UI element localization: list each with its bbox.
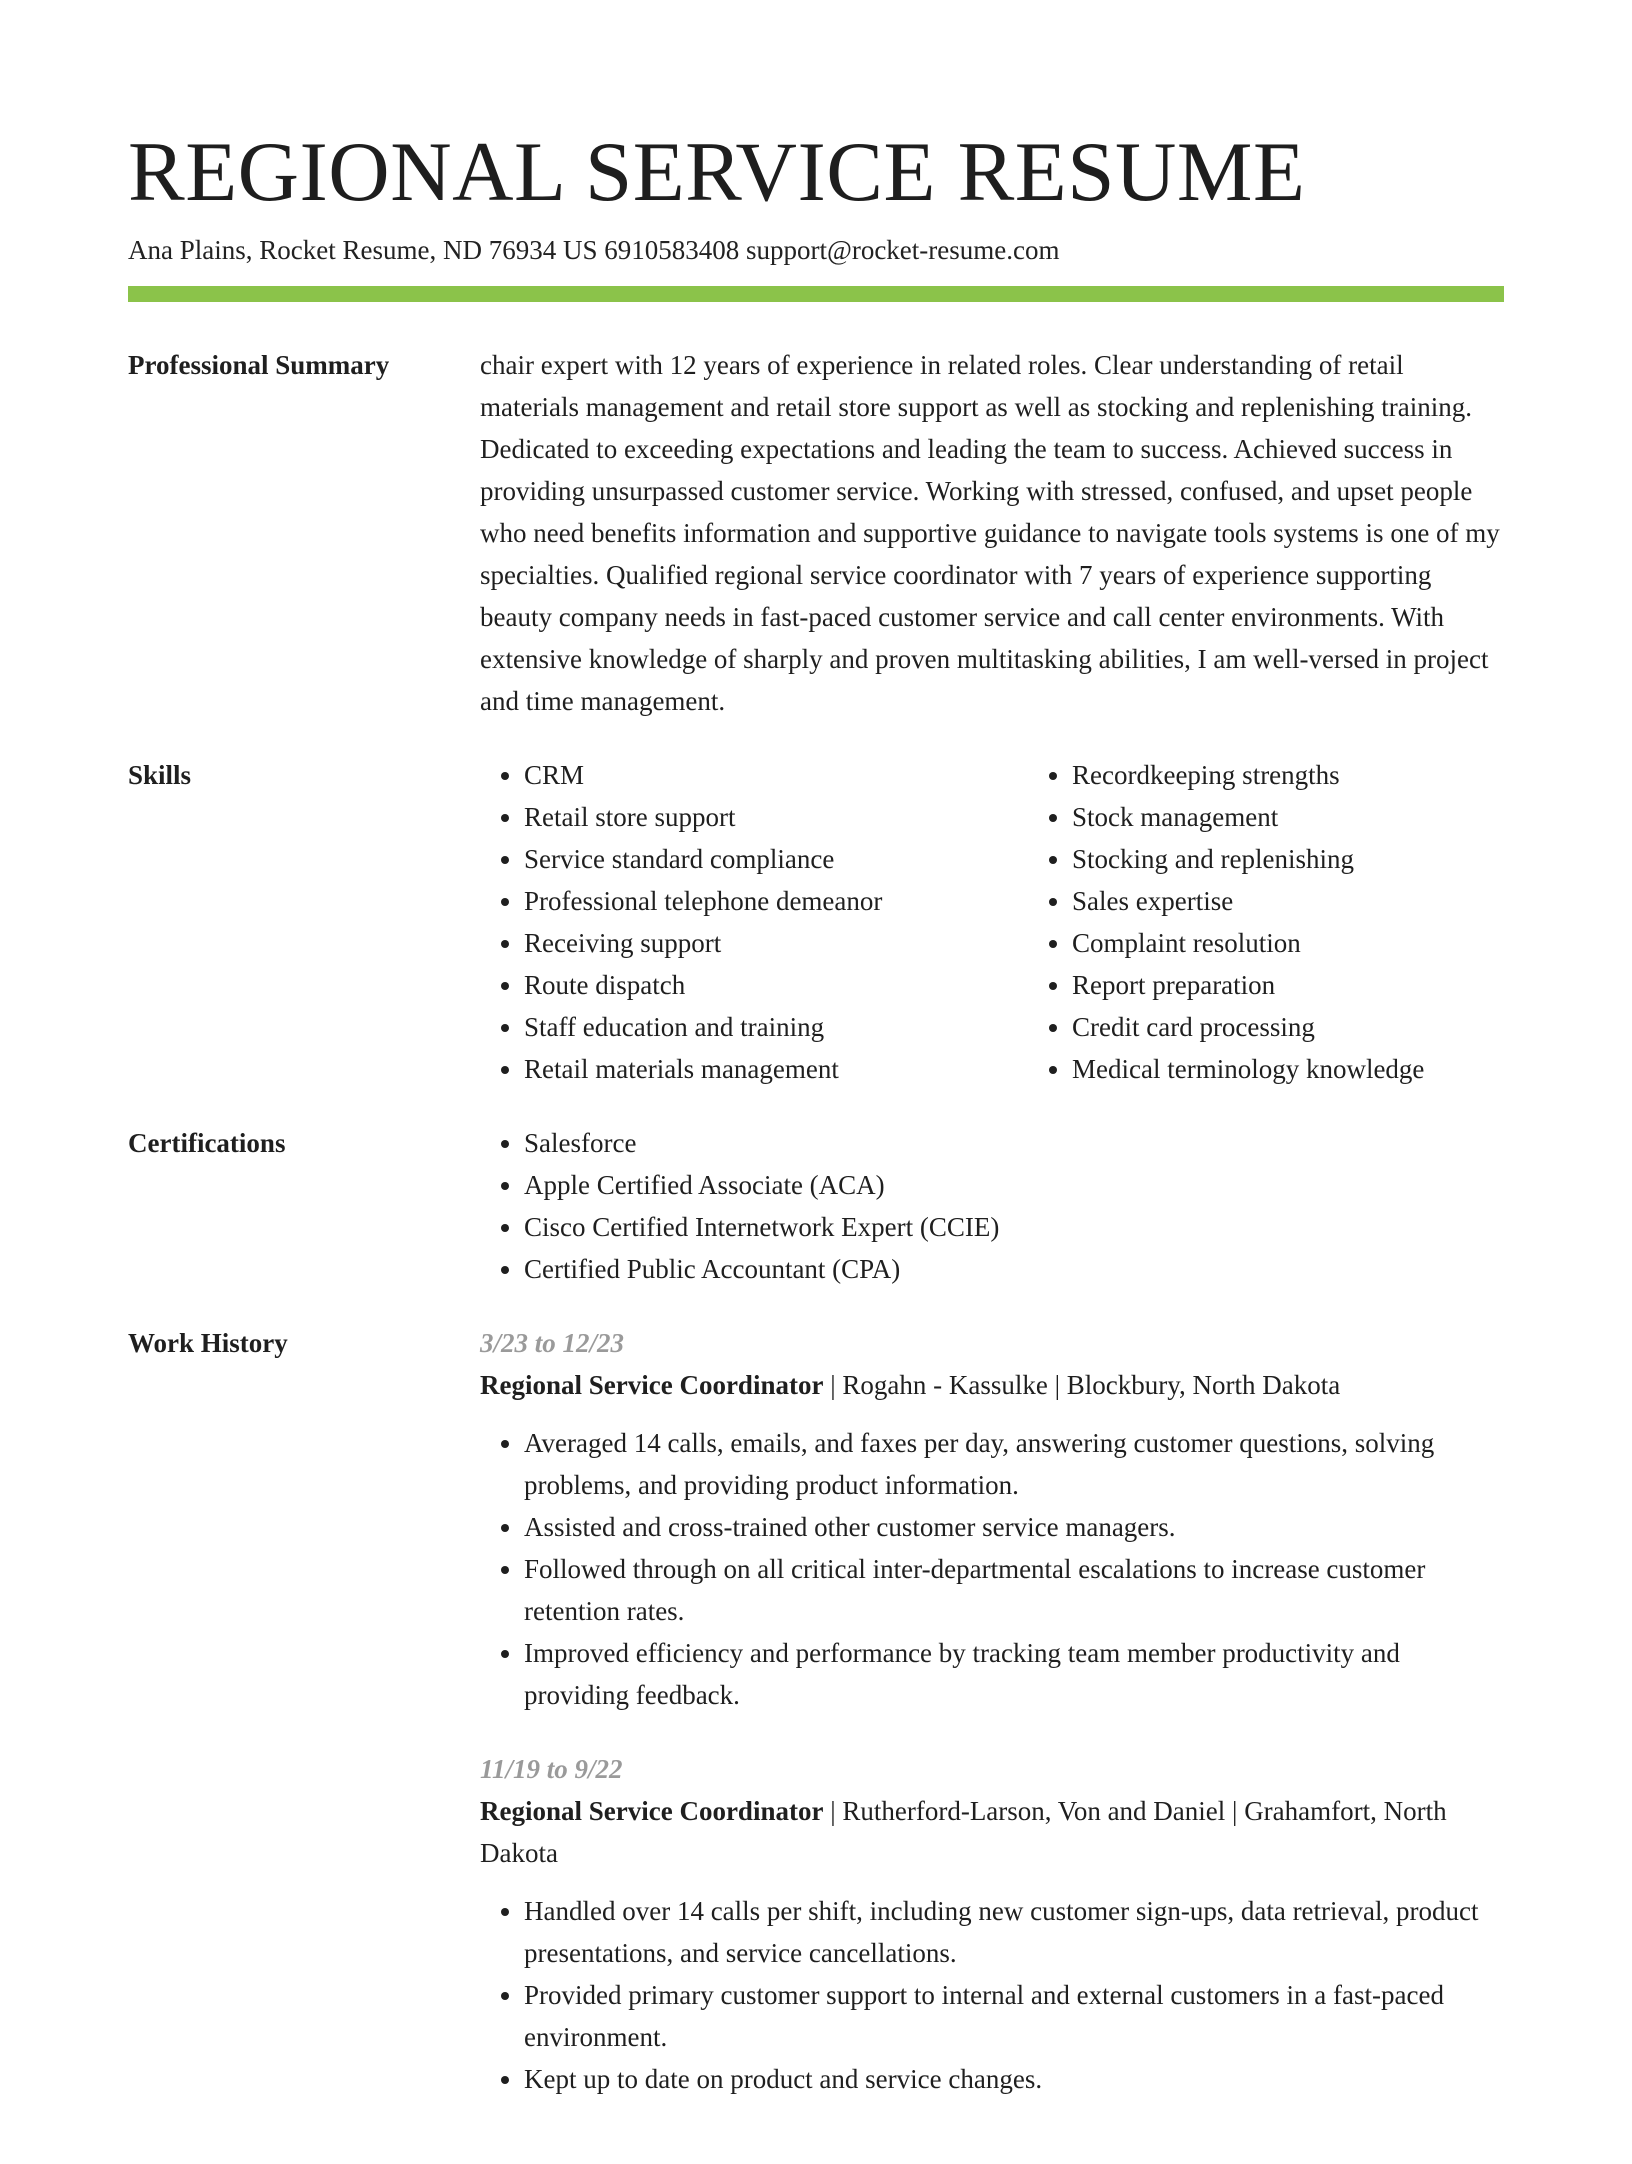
- skill-item: • Recordkeeping strengths: [1072, 754, 1576, 796]
- work-history-section: [128, 1322, 1504, 2132]
- skill-item: • Retail store support: [524, 796, 1028, 838]
- contact-address: Ana Plains, Rocket Resume, ND 76934 US: [128, 235, 598, 265]
- resume-page: [128, 122, 1504, 2164]
- contact-phone: 6910583408: [604, 235, 740, 265]
- contact-line: [128, 230, 1504, 270]
- job-location: Grahamfort, North Dakota: [480, 1796, 1447, 1868]
- skills-list-left: [480, 754, 1028, 1090]
- summary-text: chair expert with 12 years of experience in related roles. Clear understanding of retail materials management and retail store support as well as stocking and replenishing training. Dedicated to exceeding expectations and leading the team to success. Achieved success in providing unsurpassed customer service. Working with stressed, confused, and upset people who need benefits information and supportive guidance to navigate tools systems is one of my specialties. Qualified regional service coordinator with 7 years of experience supporting beauty company needs in fast-paced customer service and call center environments. With extensive knowledge of sharply and proven multitasking abilities, I am well-versed in project and time management.: [480, 350, 1500, 716]
- skill-item: • Retail materials management: [524, 1048, 1028, 1090]
- skills-heading: Skills: [128, 760, 192, 790]
- job-bullet: • Kept up to date on product and service changes.: [524, 2058, 1504, 2100]
- contact-email: support@rocket-resume.com: [745, 235, 1060, 265]
- certification-item: • Cisco Certified Internetwork Expert (CCIE): [524, 1206, 1504, 1248]
- job-title: Regional Service Coordinator: [480, 1370, 824, 1400]
- job-bullet: • Followed through on all critical inter-departmental escalations to increase customer retention rates.: [524, 1548, 1504, 1632]
- skill-item: • Report preparation: [1072, 964, 1576, 1006]
- job-title: Regional Service Coordinator: [480, 1796, 824, 1826]
- work-history-body: [480, 1322, 1504, 2132]
- job-separator: |: [823, 1370, 843, 1400]
- job-header: [480, 1364, 1504, 1406]
- job-entry: [480, 1322, 1504, 1716]
- certifications-section: [128, 1122, 1504, 1290]
- job-separator: |: [1225, 1796, 1245, 1826]
- job-location: Blockbury, North Dakota: [1066, 1370, 1341, 1400]
- skill-item: • Medical terminology knowledge: [1072, 1048, 1576, 1090]
- job-bullet: • Provided primary customer support to internal and external customers in a fast-paced environment.: [524, 1974, 1504, 2058]
- skill-item: • Sales expertise: [1072, 880, 1576, 922]
- skill-item: • Stocking and replenishing: [1072, 838, 1576, 880]
- job-company: Rutherford-Larson, Von and Daniel: [842, 1796, 1226, 1826]
- summary-heading: Professional Summary: [128, 350, 390, 380]
- job-entry: [480, 1748, 1504, 2100]
- job-bullet: • Improved efficiency and performance by tracking team member productivity and providing feedback.: [524, 1632, 1504, 1716]
- skills-section: [128, 754, 1504, 1090]
- job-bullets: [480, 1890, 1504, 2100]
- skills-grid: [480, 754, 1576, 1090]
- certification-item: • Salesforce: [524, 1122, 1504, 1164]
- skill-item: • Receiving support: [524, 922, 1028, 964]
- skill-item: • Complaint resolution: [1072, 922, 1576, 964]
- job-header: [480, 1790, 1504, 1874]
- header-divider: [128, 286, 1504, 302]
- skill-item: • Route dispatch: [524, 964, 1028, 1006]
- job-separator: |: [1047, 1370, 1067, 1400]
- work-history-heading: Work History: [128, 1328, 288, 1358]
- job-dates: 3/23 to 12/23: [480, 1328, 625, 1358]
- job-separator: |: [823, 1796, 843, 1826]
- job-dates: 11/19 to 9/22: [480, 1754, 623, 1784]
- job-bullet: • Assisted and cross-trained other customer service managers.: [524, 1506, 1504, 1548]
- job-bullet: • Handled over 14 calls per shift, including new customer sign-ups, data retrieval, product presentations, and service cancellations.: [524, 1890, 1504, 1974]
- job-bullet: • Averaged 14 calls, emails, and faxes per day, answering customer questions, solving problems, and providing product information.: [524, 1422, 1504, 1506]
- skill-item: • Professional telephone demeanor: [524, 880, 1028, 922]
- skill-item: • CRM: [524, 754, 1028, 796]
- summary-section: [128, 344, 1504, 722]
- skill-item: • Service standard compliance: [524, 838, 1028, 880]
- certification-item: • Apple Certified Associate (ACA): [524, 1164, 1504, 1206]
- skills-list-right: [1028, 754, 1576, 1090]
- certifications-body: [480, 1122, 1504, 1290]
- job-bullets: [480, 1422, 1504, 1716]
- resume-title: REGIONAL SERVICE RESUME: [128, 125, 1306, 219]
- certifications-list: [480, 1122, 1504, 1290]
- skill-item: • Staff education and training: [524, 1006, 1028, 1048]
- job-company: Rogahn - Kassulke: [842, 1370, 1048, 1400]
- certification-item: • Certified Public Accountant (CPA): [524, 1248, 1504, 1290]
- certifications-heading: Certifications: [128, 1128, 286, 1158]
- skill-item: • Stock management: [1072, 796, 1576, 838]
- skill-item: • Credit card processing: [1072, 1006, 1576, 1048]
